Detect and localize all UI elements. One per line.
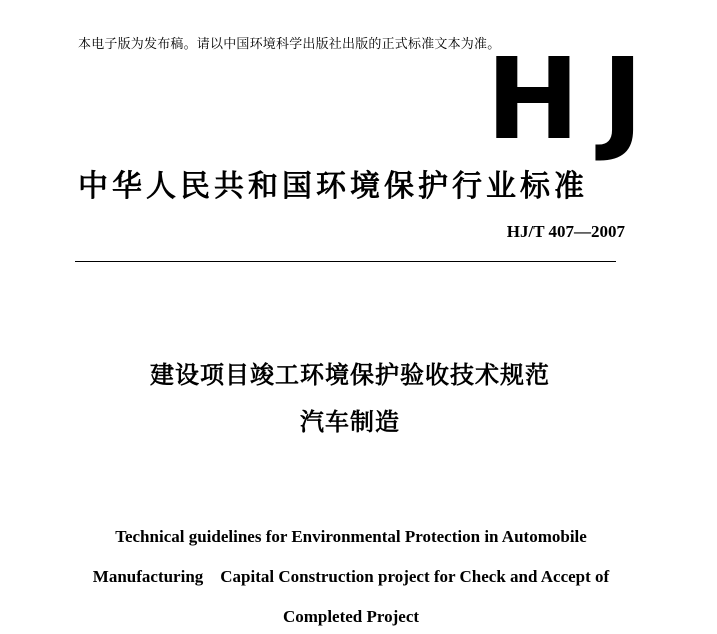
chinese-title-line-2: 汽车制造 bbox=[300, 408, 400, 436]
publication-notice: 本电子版为发布稿。请以中国环境科学出版社出版的正式标准文本为准。 bbox=[78, 37, 501, 52]
industry-standard-title: 中华人民共和国环境保护行业标准 bbox=[78, 169, 588, 204]
english-title-line-1: Technical guidelines for Environmental Protection in Automobile bbox=[115, 527, 587, 546]
standard-number: HJ/T 407—2007 bbox=[506, 222, 625, 241]
hj-logo: HJ bbox=[486, 35, 666, 165]
header-divider bbox=[75, 261, 616, 262]
english-title-line-3: Completed Project bbox=[282, 607, 420, 626]
chinese-title-line-1: 建设项目竣工环境保护验收技术规范 bbox=[150, 361, 550, 389]
english-title-line-2: Manufacturing Capital Construction project for Check and Accept of bbox=[92, 567, 610, 586]
